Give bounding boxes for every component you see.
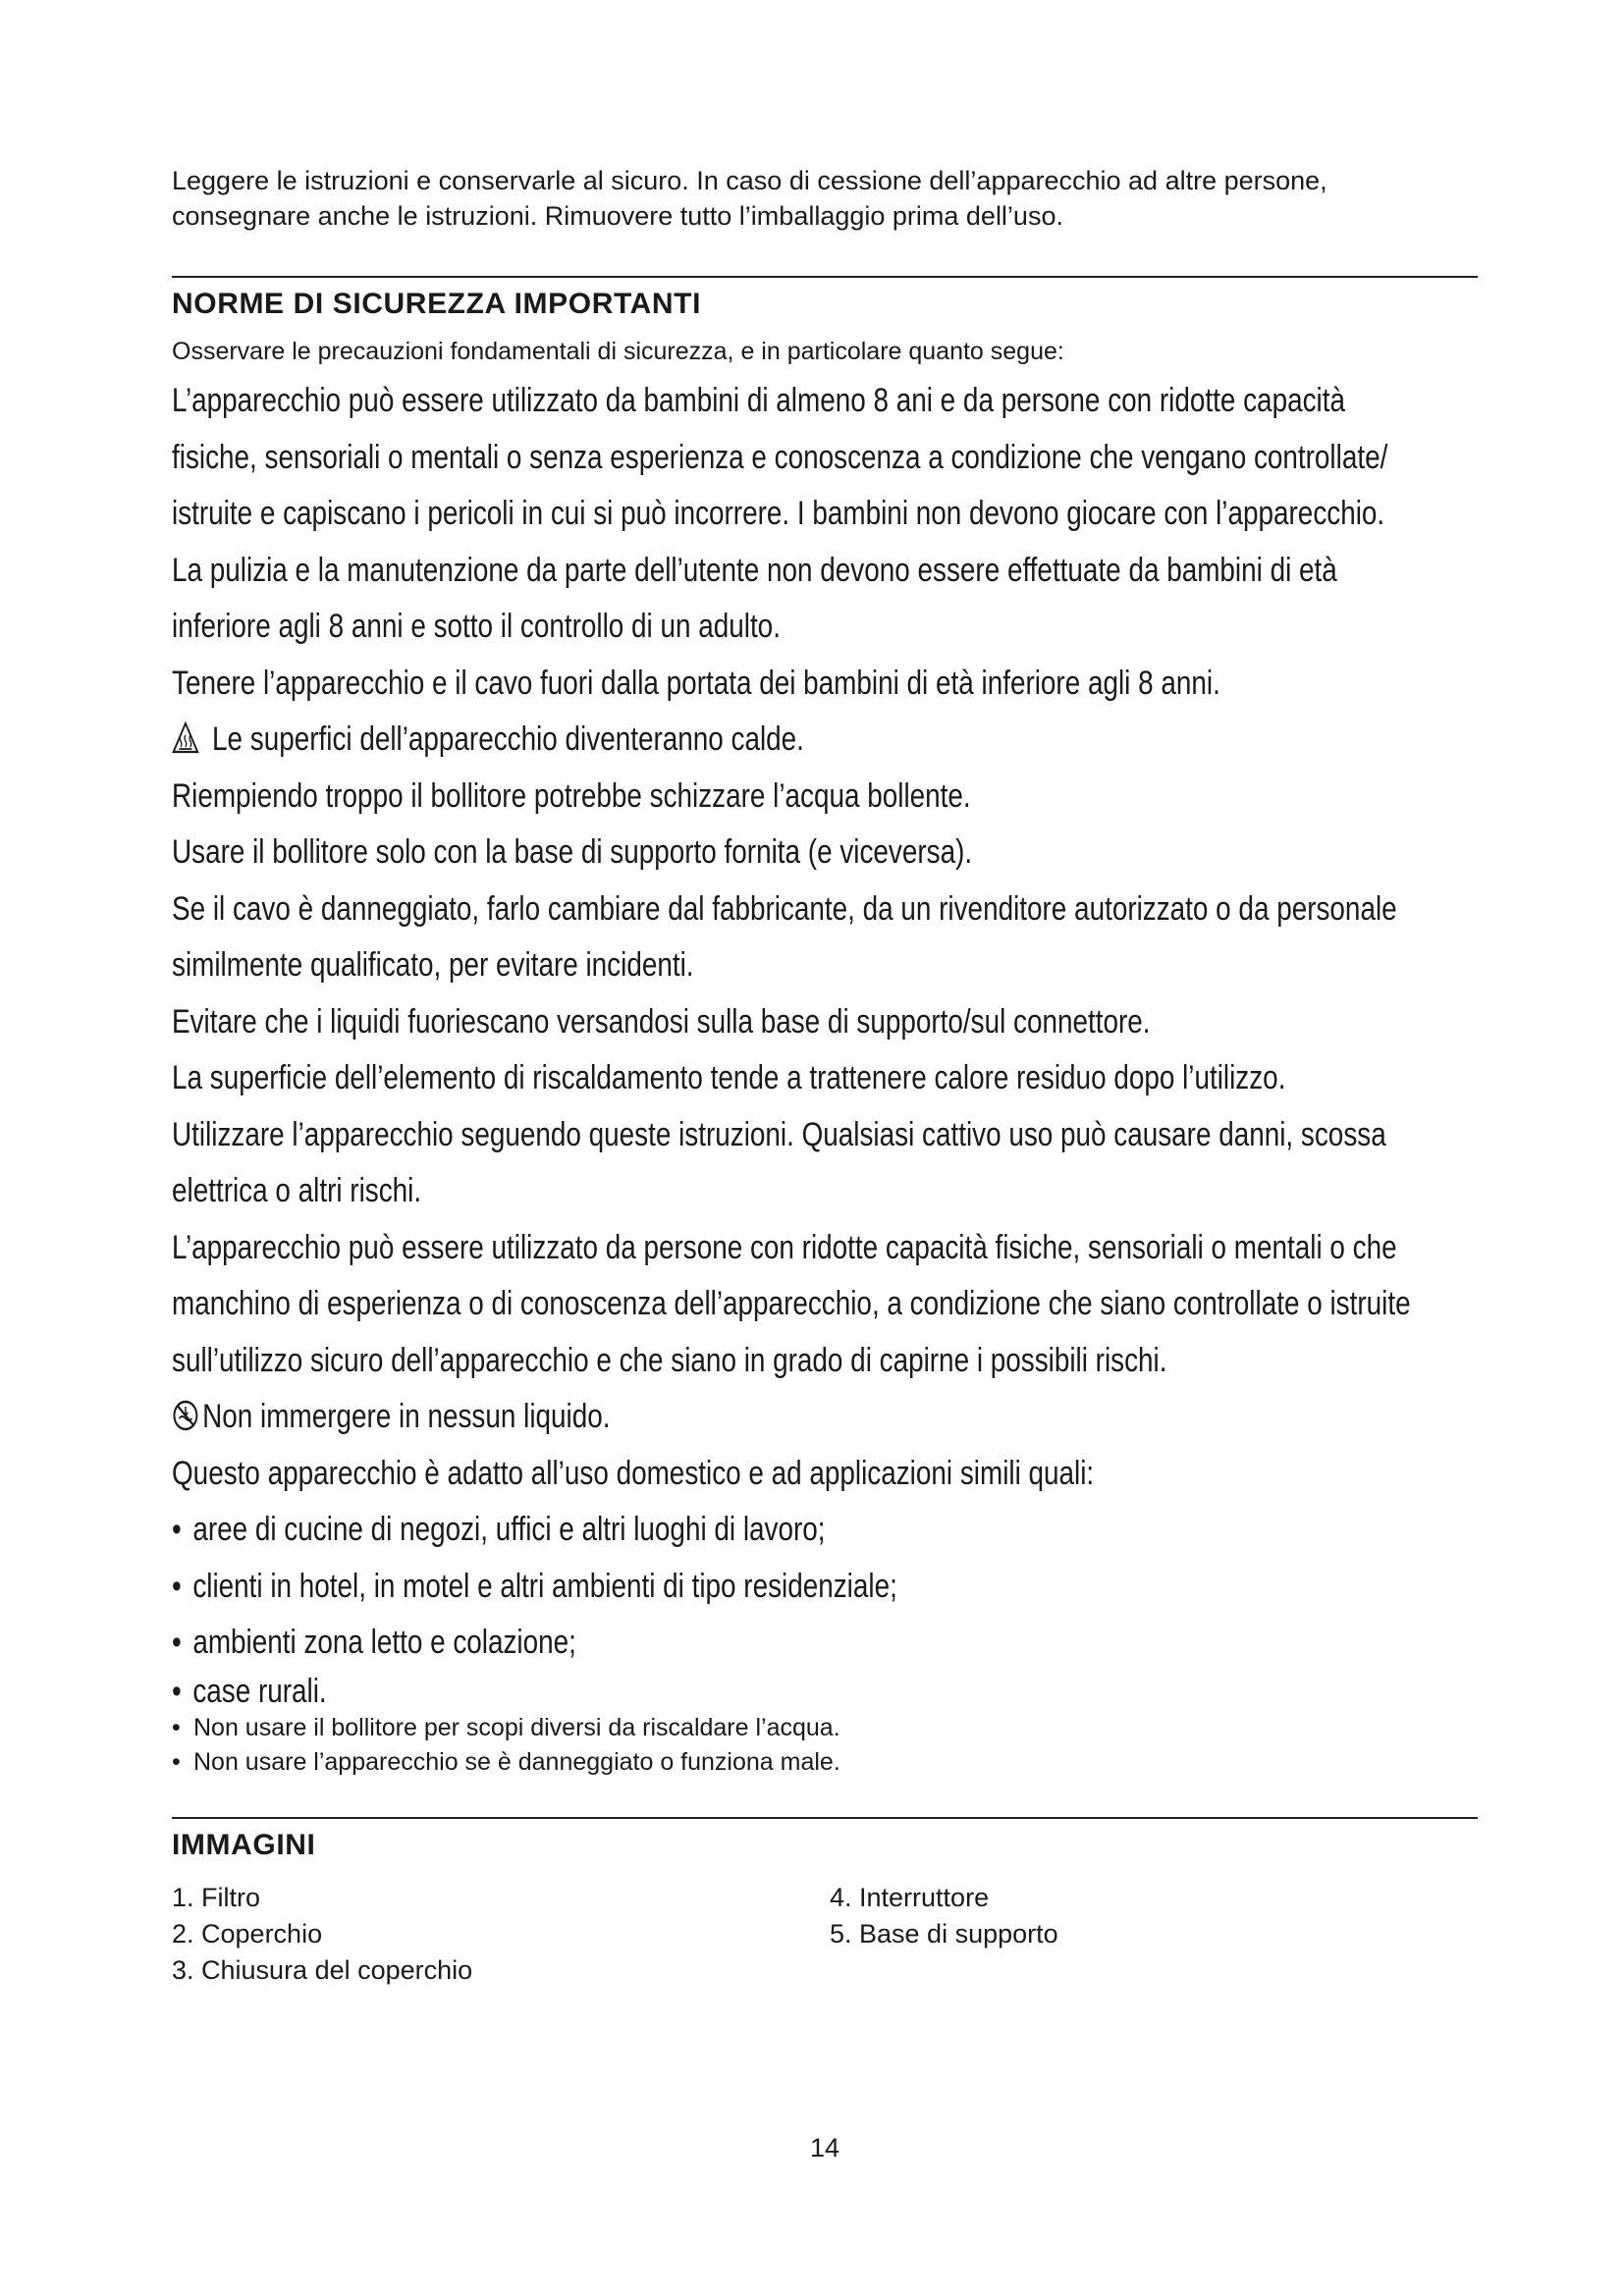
small-bullet-list: [172, 1711, 840, 1780]
bullet-marker: •: [172, 1714, 181, 1741]
bullet-text: aree di cucine di negozi, uffici e altri luoghi di lavoro;: [192, 1511, 826, 1548]
parts-list-item: 3. Chiusura del coperchio: [172, 1955, 473, 1985]
bullet-item: [172, 1672, 1243, 1711]
section-divider: [172, 276, 1478, 278]
parts-list-item: 5. Base di supporto: [830, 1919, 1058, 1949]
bullet-marker: •: [172, 1624, 182, 1661]
bullet-text: case rurali.: [192, 1672, 327, 1710]
parts-list-item: 2. Coperchio: [172, 1919, 323, 1949]
safety-line: Tenere l’apparecchio e il cavo fuori dalla portata dei bambini di età inferiore agli 8 anni.: [172, 664, 1220, 702]
bullet-marker: •: [172, 1672, 182, 1710]
safety-line: L’apparecchio può essere utilizzato da persone con ridotte capacità fisiche, sensoriali o mentali o che: [172, 1228, 1397, 1266]
safety-line-immerse: [172, 1389, 1243, 1446]
safety-line: Le superfici dell’apparecchio diventeranno calde.: [212, 721, 804, 758]
safety-line: sull’utilizzo sicuro dell’apparecchio e che siano in grado di capirne i possibili rischi.: [172, 1341, 1167, 1379]
bullet-text: Non usare l’apparecchio se è danneggiato o funziona male.: [193, 1748, 840, 1776]
manual-page: [172, 0, 1478, 2296]
safety-line: fisiche, sensoriali o mentali o senza esperienza e conoscenza a condizione che vengano controllate/: [172, 438, 1388, 476]
section-divider: [172, 1817, 1478, 1819]
parts-list-right: [830, 1880, 1058, 1952]
small-bullet-item: [172, 1711, 840, 1745]
bullet-marker: •: [172, 1511, 182, 1548]
safety-line: La pulizia e la manutenzione da parte dell’utente non devono essere effettuate da bambini di età: [172, 551, 1337, 589]
bullet-item: [172, 1559, 1243, 1616]
bullet-item: [172, 1615, 1243, 1672]
bullet-text: clienti in hotel, in motel e altri ambienti di tipo residenziale;: [192, 1567, 897, 1605]
section-title-safety: NORME DI SICUREZZA IMPORTANTI: [172, 288, 702, 320]
safety-subtitle: Osservare le precauzioni fondamentali di sicurezza, e in particolare quanto segue:: [172, 338, 1064, 365]
intro-line: Leggere le istruzioni e conservarle al sicuro. In caso di cessione dell’apparecchio ad altre persone,: [172, 166, 1327, 195]
small-bullet-item: [172, 1745, 840, 1780]
safety-line: inferiore agli 8 anni e sotto il controllo di un adulto.: [172, 608, 781, 645]
parts-list-item: 4. Interruttore: [830, 1883, 990, 1912]
page-number: 14: [809, 2133, 840, 2163]
safety-line: L’apparecchio può essere utilizzato da bambini di almeno 8 ani e da persone con ridotte capacità: [172, 382, 1345, 419]
safety-body: [172, 373, 1411, 1711]
bullet-text: ambienti zona letto e colazione;: [192, 1624, 576, 1661]
parts-list-left: [172, 1880, 472, 1989]
do-not-immerse-icon: [172, 1394, 199, 1427]
safety-line: elettrica o altri rischi.: [172, 1172, 422, 1209]
safety-line: Se il cavo è danneggiato, farlo cambiare dal fabbricante, da un rivenditore autorizzato o da personale: [172, 889, 1397, 928]
intro-paragraph: [172, 163, 1478, 234]
hot-surface-warning-icon: [172, 717, 199, 750]
bullet-marker: •: [172, 1567, 182, 1605]
section-title-images: IMMAGINI: [172, 1829, 316, 1861]
safety-line: istruite e capiscano i pericoli in cui si può incorrere. I bambini non devono giocare con l’apparecchio.: [172, 495, 1385, 532]
safety-line: manchino di esperienza o di conoscenza dell’apparecchio, a condizione che siano controllate o istruite: [172, 1285, 1411, 1322]
safety-line: Utilizzare l’apparecchio seguendo queste istruzioni. Qualsiasi cattivo uso può causare danni, scossa: [172, 1115, 1386, 1153]
safety-line-hot: [172, 712, 1243, 769]
parts-list-item: 1. Filtro: [172, 1883, 261, 1912]
bullet-text: Non usare il bollitore per scopi diversi da riscaldare l’acqua.: [193, 1714, 840, 1741]
safety-line: similmente qualificato, per evitare incidenti.: [172, 946, 694, 984]
safety-line: Questo apparecchio è adatto all’uso domestico e ad applicazioni simili quali:: [172, 1454, 1095, 1492]
safety-line: Evitare che i liquidi fuoriescano versandosi sulla base di supporto/sul connettore.: [172, 1002, 1151, 1041]
safety-line: La superficie dell’elemento di riscaldamento tende a trattenere calore residuo dopo l’utilizzo.: [172, 1059, 1286, 1096]
bullet-item: [172, 1502, 1243, 1559]
safety-line: Riempiendo troppo il bollitore potrebbe schizzare l’acqua bollente.: [172, 776, 971, 815]
safety-line: Usare il bollitore solo con la base di supporto fornita (e viceversa).: [172, 833, 973, 871]
bullet-marker: •: [172, 1748, 181, 1776]
safety-line: Non immergere in nessun liquido.: [202, 1398, 611, 1435]
intro-line: consegnare anche le istruzioni. Rimuovere tutto l’imballaggio prima dell’uso.: [172, 201, 1063, 231]
